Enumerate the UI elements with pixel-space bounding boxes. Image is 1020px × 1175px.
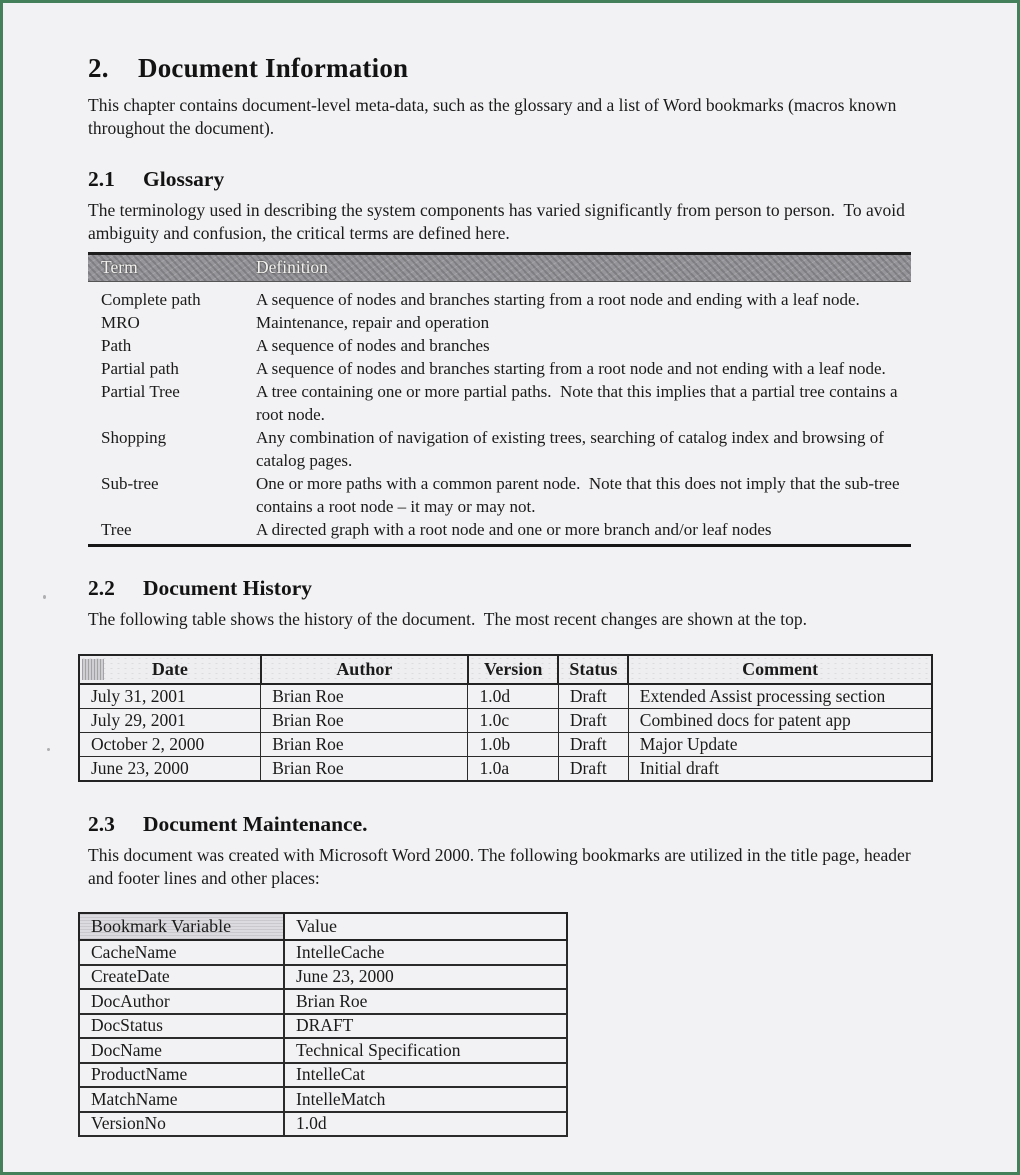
- bookmark-header-value: Value: [284, 913, 567, 940]
- glossary-intro-paragraph: The terminology used in describing the system components has varied significantly from person to person. To avoid ambiguity and confusion, the critical terms are defined here.: [88, 200, 905, 243]
- bookmark-variable: CreateDate: [79, 965, 284, 990]
- glossary-row: [88, 380, 911, 426]
- glossary-definition: A sequence of nodes and branches: [256, 336, 490, 355]
- glossary-header-row: [88, 252, 911, 282]
- bookmark-value: IntelleCat: [284, 1063, 567, 1088]
- bookmark-value: Brian Roe: [284, 989, 567, 1014]
- history-author: Brian Roe: [261, 684, 468, 709]
- history-comment: Initial draft: [628, 757, 932, 782]
- history-heading: [88, 576, 929, 601]
- table-row: [79, 965, 567, 990]
- glossary-definition: Maintenance, repair and operation: [256, 313, 490, 332]
- bookmark-value: IntelleMatch: [284, 1087, 567, 1112]
- history-header-comment: Comment: [628, 655, 932, 684]
- section-heading: [88, 53, 929, 84]
- glossary-term: Partial path: [101, 359, 179, 378]
- glossary-term: Sub-tree: [101, 474, 159, 493]
- table-row: [79, 1063, 567, 1088]
- maintenance-section: [88, 812, 929, 1137]
- history-comment: Extended Assist processing section: [628, 684, 932, 709]
- history-version: 1.0b: [468, 733, 558, 757]
- glossary-row: [88, 518, 911, 541]
- bookmark-value: DRAFT: [284, 1014, 567, 1039]
- history-header-row: [79, 655, 932, 684]
- table-row: [79, 1087, 567, 1112]
- table-row: [79, 757, 932, 782]
- bookmark-variable: DocName: [79, 1038, 284, 1063]
- history-date: October 2, 2000: [79, 733, 261, 757]
- history-status: Draft: [558, 757, 628, 782]
- bookmark-table: [78, 912, 568, 1137]
- history-header-author: Author: [261, 655, 468, 684]
- history-section: [88, 576, 929, 782]
- glossary-row: [88, 311, 911, 334]
- section-title: Document Information: [138, 53, 409, 83]
- glossary-term: MRO: [101, 313, 140, 332]
- glossary-term: Tree: [101, 520, 132, 539]
- glossary-row: [88, 288, 911, 311]
- table-row: [79, 989, 567, 1014]
- section-intro-paragraph: This chapter contains document-level meta-data, such as the glossary and a list of Word bookmarks (macros known throughout the document).: [88, 95, 897, 138]
- glossary-definition: A sequence of nodes and branches starting from a root node and ending with a leaf node.: [256, 290, 860, 309]
- history-header-date: Date: [79, 655, 261, 684]
- table-row: [79, 1112, 567, 1137]
- maintenance-heading: [88, 812, 929, 837]
- glossary-definition: One or more paths with a common parent node. Note that this does not imply that the sub-tree contains a root node – it may or may not.: [256, 474, 900, 516]
- glossary-row: [88, 426, 911, 472]
- bookmark-value: 1.0d: [284, 1112, 567, 1137]
- bookmark-variable: DocStatus: [79, 1014, 284, 1039]
- bookmark-value: June 23, 2000: [284, 965, 567, 990]
- page-content: [3, 3, 1017, 1137]
- table-row: [79, 1038, 567, 1063]
- bookmark-variable: VersionNo: [79, 1112, 284, 1137]
- history-author: Brian Roe: [261, 733, 468, 757]
- table-row: [79, 733, 932, 757]
- bookmark-variable: CacheName: [79, 940, 284, 965]
- glossary-row: [88, 472, 911, 518]
- glossary-row: [88, 357, 911, 380]
- history-intro-paragraph: The following table shows the history of the document. The most recent changes are shown at the top.: [88, 609, 807, 629]
- glossary-term: Shopping: [101, 428, 167, 447]
- glossary-definition: A sequence of nodes and branches starting from a root node and not ending with a leaf node.: [256, 359, 886, 378]
- glossary-header-definition: Definition: [256, 257, 328, 277]
- maintenance-number: 2.3: [88, 812, 115, 836]
- bookmark-value: IntelleCache: [284, 940, 567, 965]
- glossary-term: Partial Tree: [101, 382, 180, 401]
- history-comment: Combined docs for patent app: [628, 709, 932, 733]
- history-comment: Major Update: [628, 733, 932, 757]
- history-status: Draft: [558, 733, 628, 757]
- glossary-definition: A directed graph with a root node and one or more branch and/or leaf nodes: [256, 520, 772, 539]
- glossary-term: Complete path: [101, 290, 201, 309]
- history-header-version: Version: [468, 655, 558, 684]
- document-history-table: [78, 654, 933, 782]
- history-version: 1.0d: [468, 684, 558, 709]
- table-row: [79, 709, 932, 733]
- section-number: 2.: [88, 53, 109, 83]
- glossary-table: [88, 252, 911, 547]
- glossary-definition: Any combination of navigation of existing trees, searching of catalog index and browsing of catalog pages.: [256, 428, 884, 470]
- history-date: July 31, 2001: [79, 684, 261, 709]
- history-title: Document History: [143, 576, 312, 600]
- history-version: 1.0a: [468, 757, 558, 782]
- glossary-definition: A tree containing one or more partial paths. Note that this implies that a partial tree contains a root node.: [256, 382, 898, 424]
- bookmark-variable: MatchName: [79, 1087, 284, 1112]
- table-row: [79, 684, 932, 709]
- glossary-header-term: Term: [101, 257, 138, 277]
- history-version: 1.0c: [468, 709, 558, 733]
- table-row: [79, 1014, 567, 1039]
- glossary-row: [88, 334, 911, 357]
- glossary-number: 2.1: [88, 167, 115, 191]
- bookmark-value: Technical Specification: [284, 1038, 567, 1063]
- history-author: Brian Roe: [261, 757, 468, 782]
- glossary-body: [88, 282, 911, 541]
- history-number: 2.2: [88, 576, 115, 600]
- history-author: Brian Roe: [261, 709, 468, 733]
- maintenance-intro-paragraph: This document was created with Microsoft Word 2000. The following bookmarks are utilized in the title page, header and footer lines and other places:: [88, 845, 911, 888]
- glossary-term: Path: [101, 336, 132, 355]
- history-date: June 23, 2000: [79, 757, 261, 782]
- history-date: July 29, 2001: [79, 709, 261, 733]
- scan-speckle: [43, 595, 46, 599]
- history-header-status: Status: [558, 655, 628, 684]
- bookmark-variable: DocAuthor: [79, 989, 284, 1014]
- bookmark-variable: ProductName: [79, 1063, 284, 1088]
- bookmark-header-row: [79, 913, 567, 940]
- maintenance-title: Document Maintenance.: [143, 812, 368, 836]
- history-status: Draft: [558, 684, 628, 709]
- bookmark-header-variable: Bookmark Variable: [79, 913, 284, 940]
- glossary-bottom-rule: [88, 544, 911, 547]
- glossary-title: Glossary: [143, 167, 225, 191]
- scan-speckle: [47, 748, 50, 751]
- history-status: Draft: [558, 709, 628, 733]
- glossary-heading: [88, 167, 929, 192]
- table-row: [79, 940, 567, 965]
